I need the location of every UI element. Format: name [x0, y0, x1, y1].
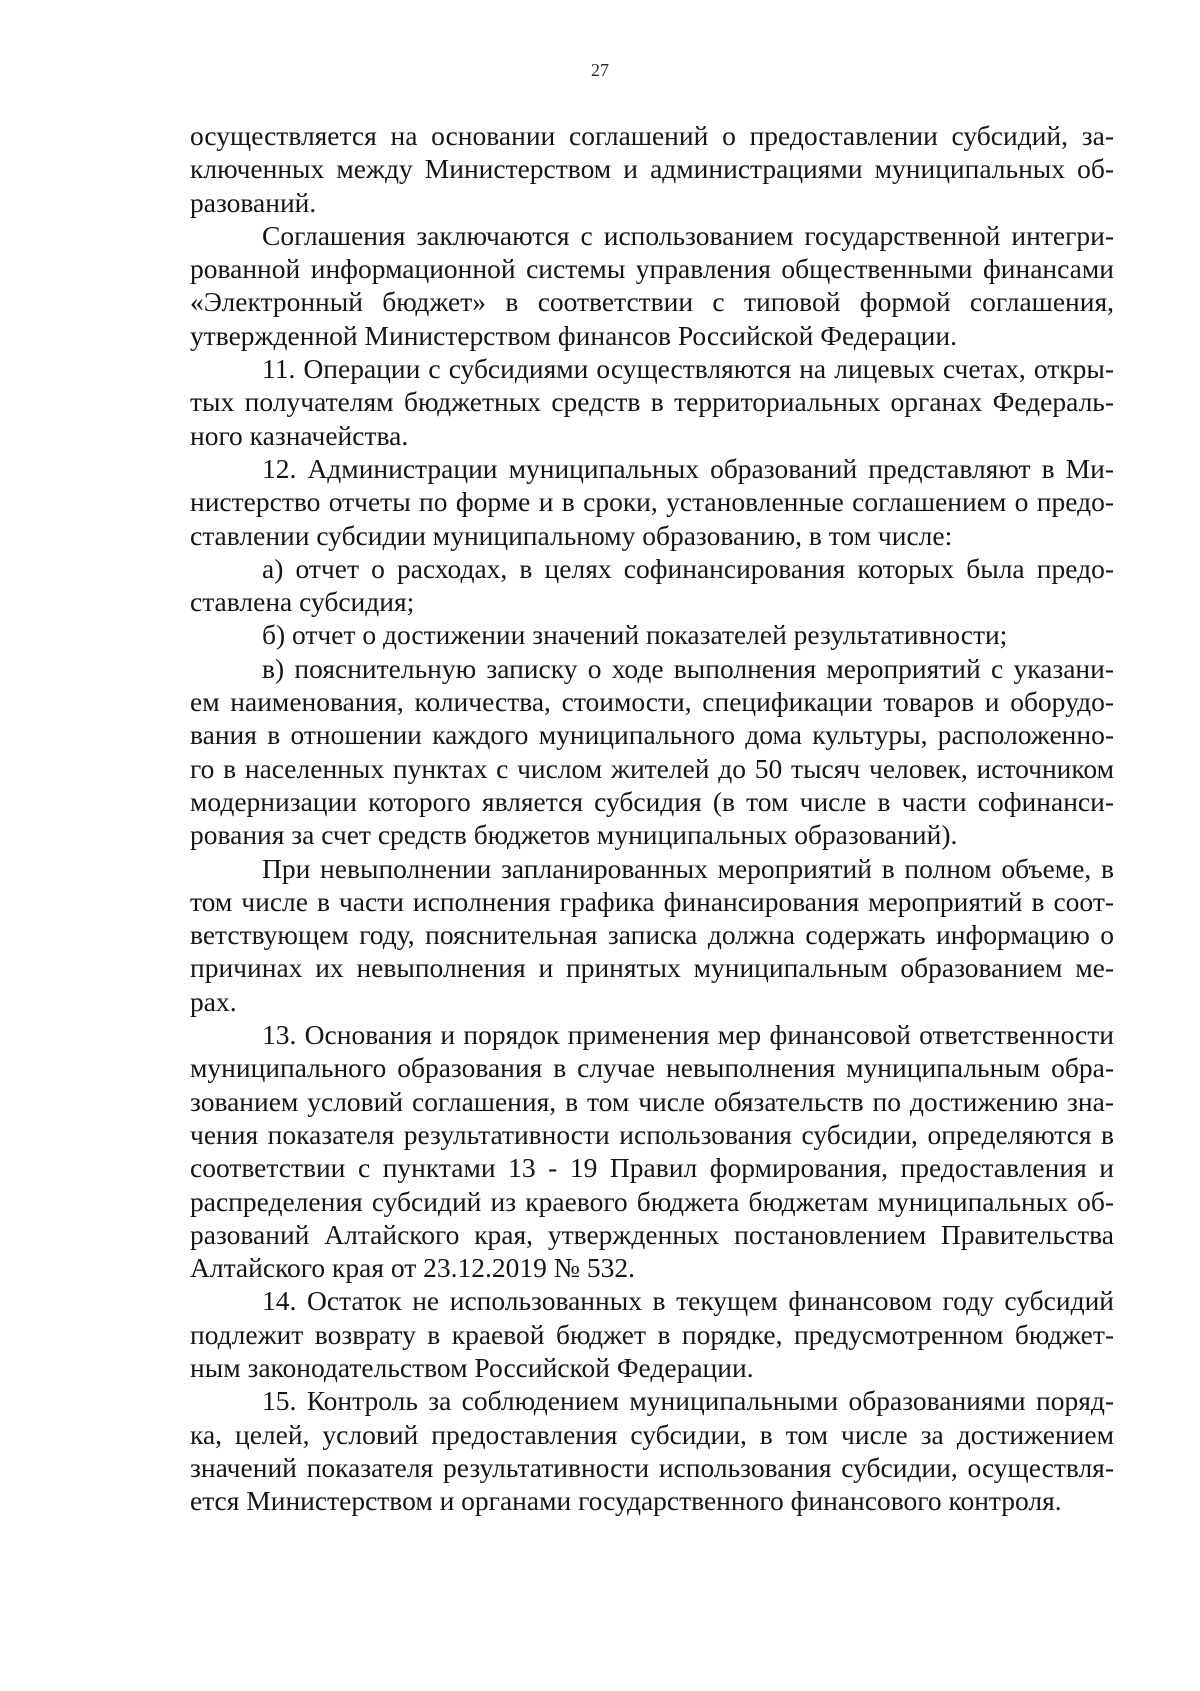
text-line: соответствии с пунктами 13 - 19 Правил формирования, предоставления и: [190, 1152, 1114, 1184]
text-line: осуществляется на основании соглашений о предоставлении субсидий, за-: [190, 120, 1114, 151]
text-line: причинах их невыполнения и принятых муниципальным образованием ме-: [190, 952, 1114, 984]
paragraph-13: [190, 1018, 1114, 1284]
text-line: го в населенных пунктах с числом жителей до 50 тысяч человек, источником: [190, 752, 1114, 784]
text-line: муниципального образования в случае невыполнения муниципальным обра-: [190, 1052, 1114, 1084]
text-line: ного казначейства.: [190, 419, 409, 451]
text-line: чения показателя результативности использования субсидии, определяются в: [190, 1118, 1114, 1150]
text-line: ется Министерством и органами государственного финансового контроля.: [190, 1485, 1062, 1517]
text-line: «Электронный бюджет» в соответствии с типовой формой соглашения,: [190, 286, 1114, 318]
text-line: в) пояснительную записку о ходе выполнения мероприятий с указани-: [262, 652, 1114, 684]
text-line: ем наименования, количества, стоимости, спецификации товаров и оборудо-: [190, 686, 1114, 718]
paragraph-12: [190, 452, 1114, 552]
text-line: рованной информационной системы управления общественными финансами: [190, 253, 1114, 285]
paragraph-nonfulfillment: [190, 852, 1114, 1018]
text-line: значений показателя результативности использования субсидии, осуществля-: [190, 1451, 1114, 1483]
paragraph-agreements: [190, 219, 1114, 352]
text-line: утвержденной Министерством финансов Российской Федерации.: [190, 319, 957, 351]
text-line: ставлении субсидии муниципальному образованию, в том числе:: [190, 519, 953, 551]
text-line: а) отчет о расходах, в целях софинансирования которых была предо-: [262, 552, 1114, 584]
text-line: 12. Администрации муниципальных образований представляют в Ми-: [262, 452, 1114, 484]
paragraph-15: [190, 1384, 1114, 1517]
text-line: Алтайского края от 23.12.2019 № 532.: [190, 1252, 635, 1284]
text-line: ветствующем году, пояснительная записка должна содержать информацию о: [190, 919, 1114, 951]
text-line: том числе в части исполнения графика финансирования мероприятий в соот-: [190, 885, 1114, 917]
paragraph-11: [190, 352, 1114, 452]
document-body: [190, 119, 1114, 1517]
text-line: разований Алтайского края, утвержденных постановлением Правительства: [190, 1218, 1114, 1250]
page-number: 27: [591, 60, 609, 80]
text-line: тых получателям бюджетных средств в территориальных органах Федераль-: [190, 386, 1114, 418]
text-line: разований.: [190, 186, 317, 218]
text-line: 13. Основания и порядок применения мер финансовой ответственности: [262, 1019, 1114, 1051]
paragraph-12v: [190, 652, 1114, 852]
text-line: ка, целей, условий предоставления субсидии, в том числе за достижением: [190, 1418, 1114, 1450]
text-line: рования за счет средств бюджетов муниципальных образований).: [190, 819, 958, 851]
text-line: подлежит возврату в краевой бюджет в порядке, предусмотренном бюджет-: [190, 1318, 1114, 1350]
text-line: 15. Контроль за соблюдением муниципальными образованиями поряд-: [262, 1385, 1114, 1417]
paragraph-12a: [190, 552, 1114, 619]
text-line: зованием условий соглашения, в том числе обязательств по достижению зна-: [190, 1085, 1114, 1117]
text-line: ным законодательством Российской Федерации.: [190, 1351, 754, 1383]
text-line: 11. Операции с субсидиями осуществляются на лицевых счетах, откры-: [262, 353, 1114, 385]
text-line: 14. Остаток не использованных в текущем финансовом году субсидий: [262, 1285, 1114, 1317]
paragraph-14: [190, 1284, 1114, 1384]
text-line: вания в отношении каждого муниципального дома культуры, расположенно-: [190, 719, 1114, 751]
text-line: Соглашения заключаются с использованием государственной интегри-: [262, 219, 1114, 251]
text-line: б) отчет о достижении значений показателей результативности;: [262, 619, 1008, 651]
text-line: модернизации которого является субсидия (в том числе в части софинанси-: [190, 785, 1114, 817]
text-line: нистерство отчеты по форме и в сроки, установленные соглашением о предо-: [190, 486, 1114, 518]
text-line: ставлена субсидия;: [190, 586, 415, 618]
text-line: распределения субсидий из краевого бюджета бюджетам муниципальных об-: [190, 1185, 1114, 1217]
text-line: При невыполнении запланированных мероприятий в полном объеме, в: [262, 852, 1114, 884]
paragraph-12b: [190, 618, 1114, 651]
text-line: рах.: [190, 985, 237, 1017]
text-line: ключенных между Министерством и администрациями муниципальных об-: [190, 153, 1114, 185]
paragraph-continuation: [190, 119, 1114, 219]
